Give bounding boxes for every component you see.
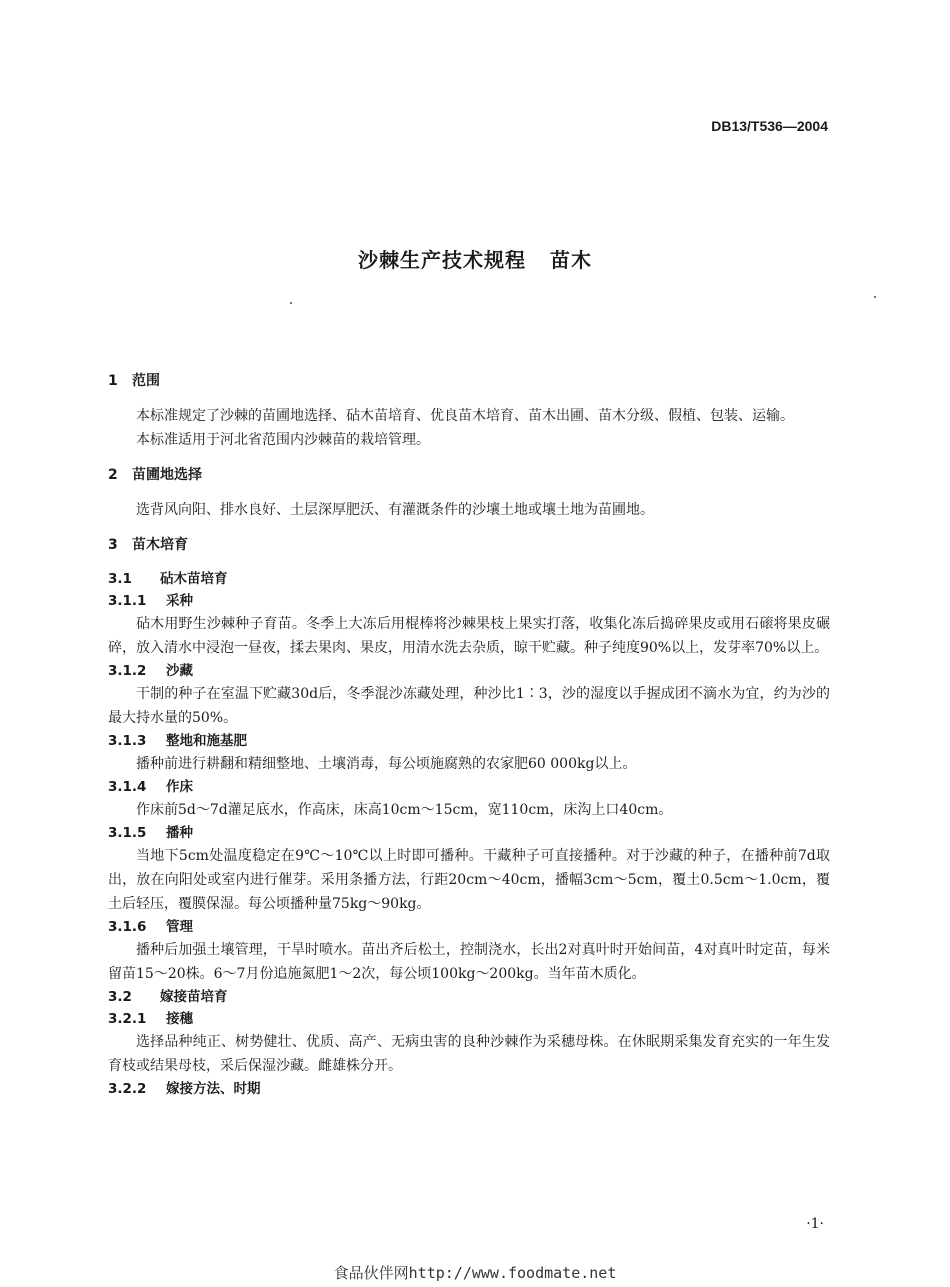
subsection-heading-3-1-5: 3.1.5 播种: [108, 825, 193, 841]
paragraph: 作床前5d～7d灌足底水，作高床，床高10cm～15cm，宽110cm，床沟上口40cm。: [136, 802, 673, 818]
paragraph: 当地下5cm处温度稳定在9℃～10℃以上时即可播种。干藏种子可直接播种。对于沙藏的种子，在播种前7d取出，放在向阳处或室内进行催芽。采用条播方法，行距20cm～40cm，播幅3cm～5cm，覆土0.5cm～1.0cm，覆土后轻压，覆膜保湿。每公顷播种量75kg～90kg。: [108, 848, 830, 912]
subsection-heading-3-1-2: 3.1.2 沙藏: [108, 663, 193, 679]
document-body: [108, 370, 830, 1100]
paragraph: 选背风向阳、排水良好、土层深厚肥沃、有灌溉条件的沙壤土地或壤土地为苗圃地。: [136, 502, 654, 518]
subsection-heading-3-2: 3.2 嫁接苗培育: [108, 989, 228, 1005]
section-heading-3: 3 苗木培育: [108, 537, 188, 553]
footer-url[interactable]: http://www.foodmate.net: [408, 1264, 617, 1282]
subsection-heading-3-1: 3.1 砧木苗培育: [108, 571, 228, 587]
footer-watermark: [0, 1262, 950, 1283]
document-title: [0, 244, 950, 273]
subsection-heading-3-1-4: 3.1.4 作床: [108, 779, 193, 795]
footer-site-name: 食品伙伴网: [333, 1264, 409, 1282]
paragraph: 播种前进行耕翻和精细整地、土壤消毒，每公顷施腐熟的农家肥60 000kg以上。: [136, 756, 637, 772]
paragraph: 砧木用野生沙棘种子育苗。冬季上大冻后用棍棒将沙棘果枝上果实打落，收集化冻后捣碎果皮或用石磙将果皮碾碎，放入清水中浸泡一昼夜，揉去果肉、果皮，用清水洗去杂质，晾干贮藏。种子纯度90%以上，发芽率70%以上。: [108, 616, 830, 656]
standard-code: DB13/T536—2004: [711, 118, 828, 134]
title-main: 沙棘生产技术规程: [358, 248, 526, 272]
subsection-heading-3-2-2: 3.2.2 嫁接方法、时期: [108, 1081, 261, 1097]
paragraph: 本标准适用于河北省范围内沙棘苗的栽培管理。: [136, 432, 430, 448]
paragraph: 本标准规定了沙棘的苗圃地选择、砧木苗培育、优良苗木培育、苗木出圃、苗木分级、假植、包装、运输。: [136, 408, 794, 424]
subsection-heading-3-1-3: 3.1.3 整地和施基肥: [108, 733, 247, 749]
subsection-heading-3-2-1: 3.2.1 接穗: [108, 1011, 193, 1027]
page-number: ·1·: [806, 1216, 824, 1232]
paragraph: 干制的种子在室温下贮藏30d后，冬季混沙冻藏处理，种沙比1∶3，沙的湿度以手握成团不滴水为宜，约为沙的最大持水量的50%。: [108, 686, 830, 726]
scan-speck: [874, 296, 876, 298]
subsection-heading-3-1-6: 3.1.6 管理: [108, 919, 193, 935]
paragraph: 播种后加强土壤管理，干旱时喷水。苗出齐后松土，控制浇水，长出2对真叶时开始间苗，4对真叶时定苗，每米留苗15～20株。6～7月份追施氮肥1～2次，每公顷100kg～200kg。当年苗木质化。: [108, 942, 830, 982]
paragraph: 选择品种纯正、树势健壮、优质、高产、无病虫害的良种沙棘作为采穗母株。在休眠期采集发育充实的一年生发育枝或结果母枝，采后保湿沙藏。雌雄株分开。: [108, 1034, 830, 1074]
title-sub: 苗木: [550, 248, 592, 272]
section-heading-1: 1 范围: [108, 373, 160, 389]
scan-speck: [290, 302, 292, 304]
section-heading-2: 2 苗圃地选择: [108, 467, 202, 483]
subsection-heading-3-1-1: 3.1.1 采种: [108, 593, 193, 609]
